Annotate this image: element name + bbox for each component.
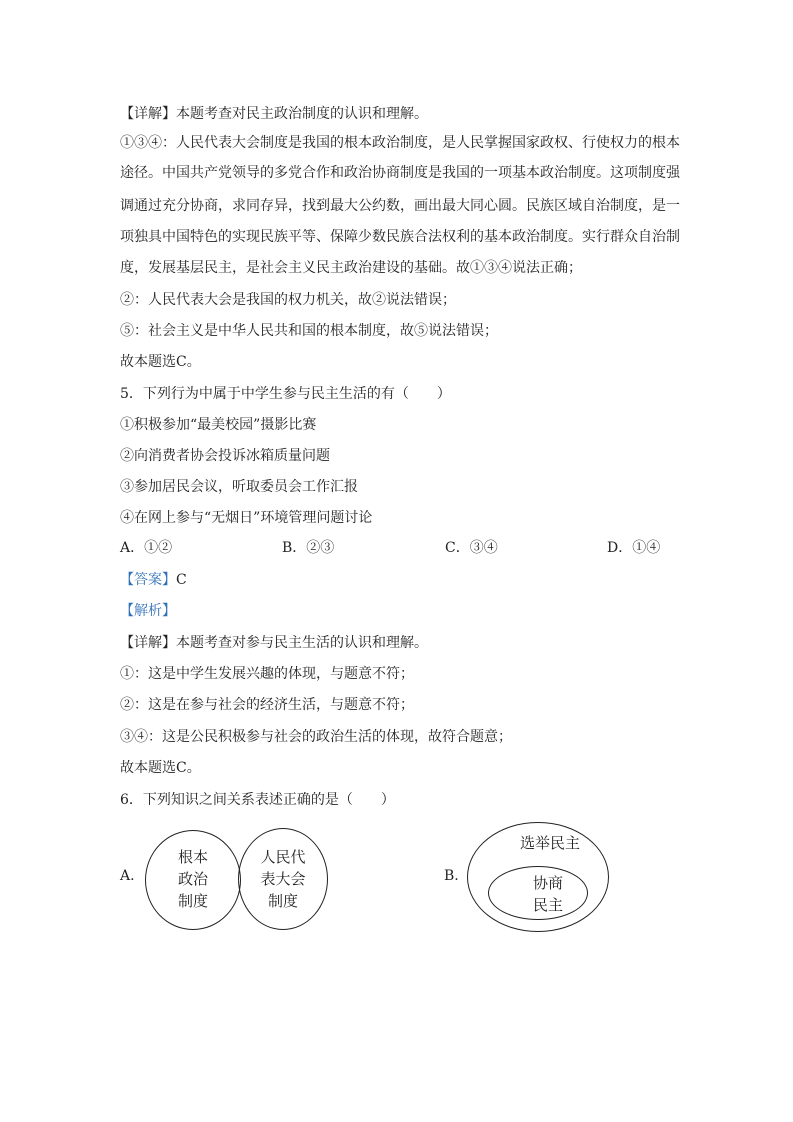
question-5-stem: 5．下列行为中属于中学生参与民主生活的有（ ） [120,386,451,402]
answer-value: C [176,572,187,588]
conclusion-line: 故本题选C。 [120,760,201,776]
detail-line: ①③④：人民代表大会制度是我国的根本政治制度，是人民掌握国家政权、行使权力的根本 [120,135,680,151]
detail-line: ②：人民代表大会是我国的权力机关，故②说法错误； [120,292,456,308]
question-6-stem: 6．下列知识之间关系表述正确的是（ ） [120,792,395,808]
figure-b-outer-text: 选举民主 [519,834,580,852]
option-d: D．①④ [607,540,661,556]
answer-line [120,570,680,590]
question-5-item: ④在网上参与“无烟日”环境管理问题讨论 [120,510,373,526]
question-5-options [120,537,680,557]
question-5-item: ③参加居民会议，听取委员会工作汇报 [120,479,358,495]
option-a: A．①② [120,540,173,556]
detail-line: 【详解】本题考查对民主政治制度的认识和理解。 [120,106,428,122]
question-5-item: ①积极参加“最美校园”摄影比赛 [120,417,317,433]
figure-b-inner-text: 协商 民主 [532,874,563,914]
detail-line: 项独具中国特色的实现民族平等、保障少数民族合法权利的基本政治制度。实行群众自治制 [120,229,680,245]
figure-a-label: A. [120,868,135,884]
detail-line: ②：这是在参与社会的经济生活，与题意不符； [120,697,414,713]
figure-b-label: B. [444,868,459,884]
detail-line: ③④：这是公民积极参与社会的政治生活的体现，故符合题意； [120,729,512,745]
question-5-item: ②向消费者协会投诉冰箱质量问题 [120,448,330,464]
detail-line: 【详解】本题考查对参与民主生活的认识和理解。 [120,635,428,651]
figure-a-left-text: 根本 政治 制度 [177,848,208,910]
detail-line: 度，发展基层民主，是社会主义民主政治建设的基础。故①③④说法正确； [120,260,582,276]
detail-line: 途径。中国共产党领导的多党合作和政治协商制度是我国的一项基本政治制度。这项制度强 [120,165,680,181]
option-c: C．③④ [445,540,498,556]
analysis-label: 【解析】 [120,603,176,619]
detail-line: ⑤：社会主义是中华人民共和国的根本制度，故⑤说法错误； [120,323,498,339]
detail-line: ①：这是中学生发展兴趣的体现，与题意不符； [120,666,414,682]
conclusion-line: 故本题选C。 [120,354,201,370]
answer-label: 【答案】 [120,572,176,588]
option-b: B．②③ [282,540,335,556]
detail-line: 调通过充分协商，求同存异，找到最大公约数，画出最大同心圆。民族区域自治制度，是一 [120,198,680,214]
figure-a-right-text: 人民代 表大会 制度 [260,848,306,910]
